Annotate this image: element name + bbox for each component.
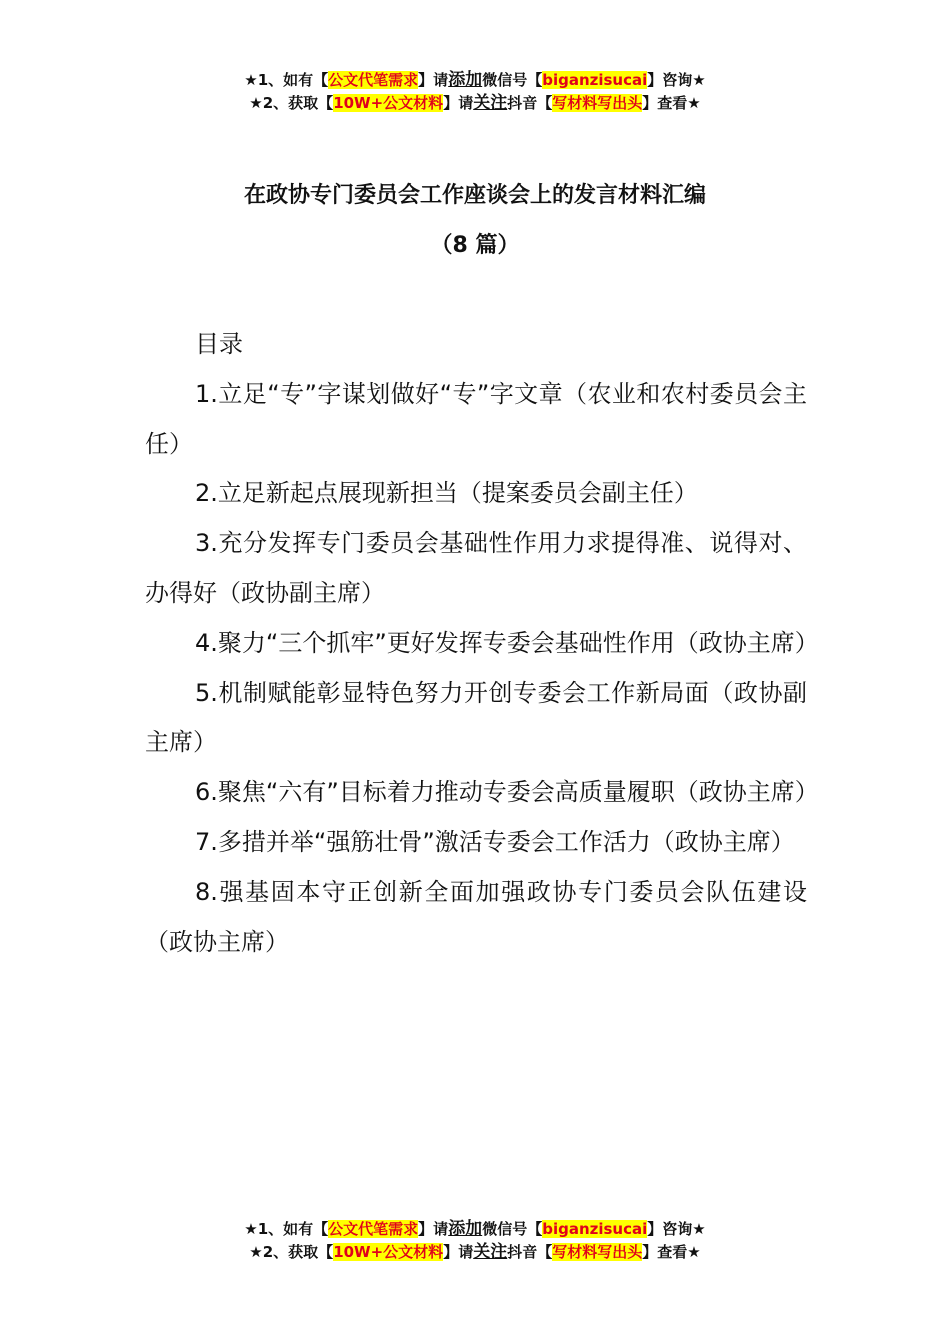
highlight-service: 公文代笔需求 — [328, 71, 419, 89]
toc-heading: 目录 — [195, 330, 243, 358]
header-banner — [0, 69, 950, 115]
table-of-contents — [145, 320, 819, 967]
highlight-materials: 10W+公文材料 — [333, 94, 444, 112]
emphasis-add: 添加 — [448, 70, 483, 90]
highlight-douyin-id: 写材料写出头 — [552, 1243, 643, 1261]
footer-banner — [0, 1218, 950, 1264]
emphasis-follow: 关注 — [473, 93, 508, 113]
toc-item: 7.多措并举“强筋壮骨”激活专委会工作活力（政协主席） — [195, 827, 795, 856]
banner-text: 微信号【 — [482, 71, 543, 89]
banner-text: 】请 — [418, 71, 449, 89]
star-icon: ★ — [244, 71, 258, 89]
highlight-wechat-id: biganzisucai — [542, 71, 648, 89]
toc-item: 1.立足“专”字谋划做好“专”字文章（农业和农村委员会主任） — [145, 379, 807, 458]
banner-line-2 — [0, 92, 950, 115]
banner-text: 】请 — [418, 1220, 449, 1238]
banner-text: 1、如有【 — [257, 1220, 329, 1238]
highlight-service: 公文代笔需求 — [328, 1220, 419, 1238]
banner-text: 】咨询★ — [647, 1220, 706, 1238]
banner-text: 】请 — [443, 94, 474, 112]
highlight-douyin-id: 写材料写出头 — [552, 94, 643, 112]
emphasis-follow: 关注 — [473, 1242, 508, 1262]
toc-item: 6.聚焦“六有”目标着力推动专委会高质量履职（政协主席） — [195, 778, 819, 807]
banner-text: 】请 — [443, 1243, 474, 1261]
document-title: 在政协专门委员会工作座谈会上的发言材料汇编 — [243, 183, 706, 208]
toc-item: 2.立足新起点展现新担当（提案委员会副主任） — [195, 479, 698, 508]
star-icon: ★ — [249, 94, 263, 112]
banner-text: 】咨询★ — [647, 71, 706, 89]
banner-text: 抖音【 — [507, 94, 553, 112]
banner-text: 抖音【 — [507, 1243, 553, 1261]
banner-line-1 — [0, 69, 950, 92]
banner-line-1 — [0, 1218, 950, 1241]
toc-item: 4.聚力“三个抓牢”更好发挥专委会基础性作用（政协主席） — [195, 628, 819, 657]
star-icon: ★ — [249, 1243, 263, 1261]
toc-item: 3.充分发挥专门委员会基础性作用力求提得准、说得对、办得好（政协副主席） — [145, 529, 807, 607]
banner-text: 】查看★ — [642, 94, 701, 112]
banner-text: 微信号【 — [482, 1220, 543, 1238]
toc-item: 5.机制赋能彰显特色努力开创专委会工作新局面（政协副主席） — [145, 678, 807, 757]
banner-line-2 — [0, 1241, 950, 1264]
banner-text: 2、获取【 — [262, 94, 334, 112]
banner-text: 1、如有【 — [257, 71, 329, 89]
banner-text: 2、获取【 — [262, 1243, 334, 1261]
toc-item: 8.强基固本守正创新全面加强政协专门委员会队伍建设（政协主席） — [145, 877, 807, 956]
emphasis-add: 添加 — [448, 1219, 483, 1239]
star-icon: ★ — [244, 1220, 258, 1238]
document-subtitle: （8 篇） — [430, 233, 520, 258]
highlight-wechat-id: biganzisucai — [542, 1220, 648, 1238]
banner-text: 】查看★ — [642, 1243, 701, 1261]
highlight-materials: 10W+公文材料 — [333, 1243, 444, 1261]
